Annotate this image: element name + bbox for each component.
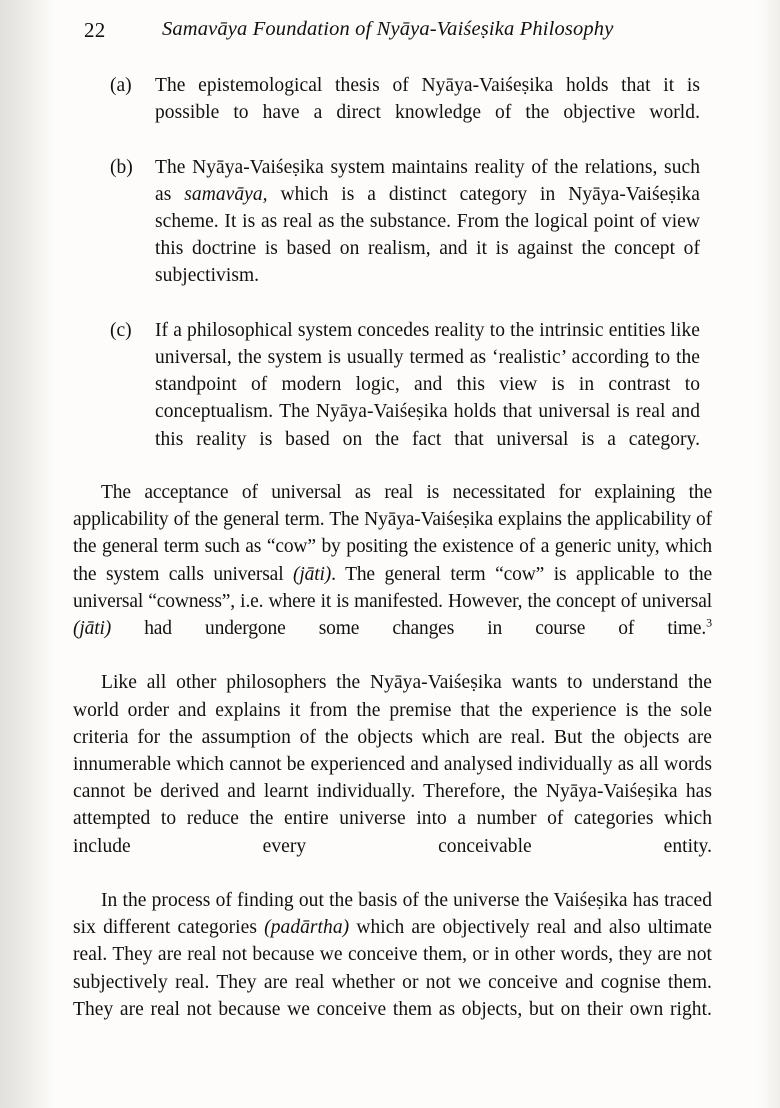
- italic-term-jati-second: (jāti): [73, 618, 112, 640]
- list-item-a-body: The epistemological thesis of Nyāya-Vaiśeṣika holds that it is possible to have a direct knowledge of the objective world.: [155, 75, 700, 124]
- paragraph-1-seg-2: . The general term “cow” is applicable to the universal “cowness”, i.e. where it is manifested. However, the concept of universal: [73, 563, 712, 612]
- italic-term-samavaya: samavāya,: [184, 183, 268, 205]
- running-head: [0, 12, 780, 46]
- lettered-list: [0, 72, 780, 480]
- running-head-title: Samavāya Foundation of Nyāya-Vaiśeṣika Philosophy: [162, 18, 614, 40]
- list-marker-a: (a): [110, 75, 132, 96]
- footnote-marker-3: 3: [706, 615, 712, 630]
- paragraph-acceptance-of-universal: [73, 479, 712, 669]
- paragraph-1-seg-3: had undergone some changes in course of time.: [111, 618, 707, 640]
- paragraph-like-all-other-philosophers: Like all other philosophers the Nyāya-Vaiśeṣika wants to understand the world order and explains it from the premise that the experience is the sole criteria for the assumption of the objects which are real. But the objects are innumerable which cannot be experienced and analysed individually as all words cannot be derived and learnt individually. Therefore, the Nyāya-Vaiśeṣika has attempted to reduce the entire universe into a number of categories which include every conceivable entity.: [73, 672, 712, 857]
- list-item-b-text: [155, 154, 700, 317]
- paragraph-3-seg-2: which are objectively real and also ultimate real. They are real not because we conceive them, or in other words, they are not subjectively real. They are real whether or not we conceive and cognise them. They are real not because we conceive them as objects, but on their own right.: [73, 917, 713, 1020]
- page-number: 22: [84, 18, 106, 42]
- list-item-a-text: [155, 72, 700, 154]
- list-item-c-body: If a philosophical system concedes reality to the intrinsic entities like universal, the system is usually termed as ‘realistic’ according to the standpoint of modern logic, and this view is in contrast to conceptualism. The Nyāya-Vaiśeṣika holds that universal is real and this reality is based on the fact that universal is a category.: [155, 319, 700, 450]
- list-item-b-body-after: which is a distinct category in Nyāya-Vaiśeṣika scheme. It is as real as the substance. From the logical point of view this doctrine is based on realism, and it is against the concept of subjectivism.: [155, 183, 700, 287]
- list-item: [0, 317, 780, 480]
- list-item: [0, 154, 780, 317]
- italic-term-jati-first: (jāti): [293, 563, 332, 585]
- list-marker-c: (c): [110, 319, 132, 341]
- paragraph-1-seg-1: The acceptance of universal as real is necessitated for explaining the applicability of the general term. The Nyāya-Vaiśeṣika explains the applicability of the general term such as “cow” by positing the existence of a generic unity, which the system calls universal: [73, 482, 712, 585]
- body-paragraphs: [73, 479, 712, 1050]
- paragraph-in-the-process-of-finding-out: [73, 887, 712, 1050]
- list-item-b-body-before: The Nyāya-Vaiśeṣika system maintains reality of the relations, such as: [155, 156, 700, 205]
- list-item-c-text: [155, 317, 700, 480]
- list-item: [0, 72, 780, 154]
- list-marker-b: (b): [110, 156, 133, 178]
- italic-term-padartha: (padārtha): [264, 917, 350, 939]
- paragraph-3-seg-1: In the process of finding out the basis of the universe the Vaiśeṣika has traced six different categories: [73, 890, 712, 939]
